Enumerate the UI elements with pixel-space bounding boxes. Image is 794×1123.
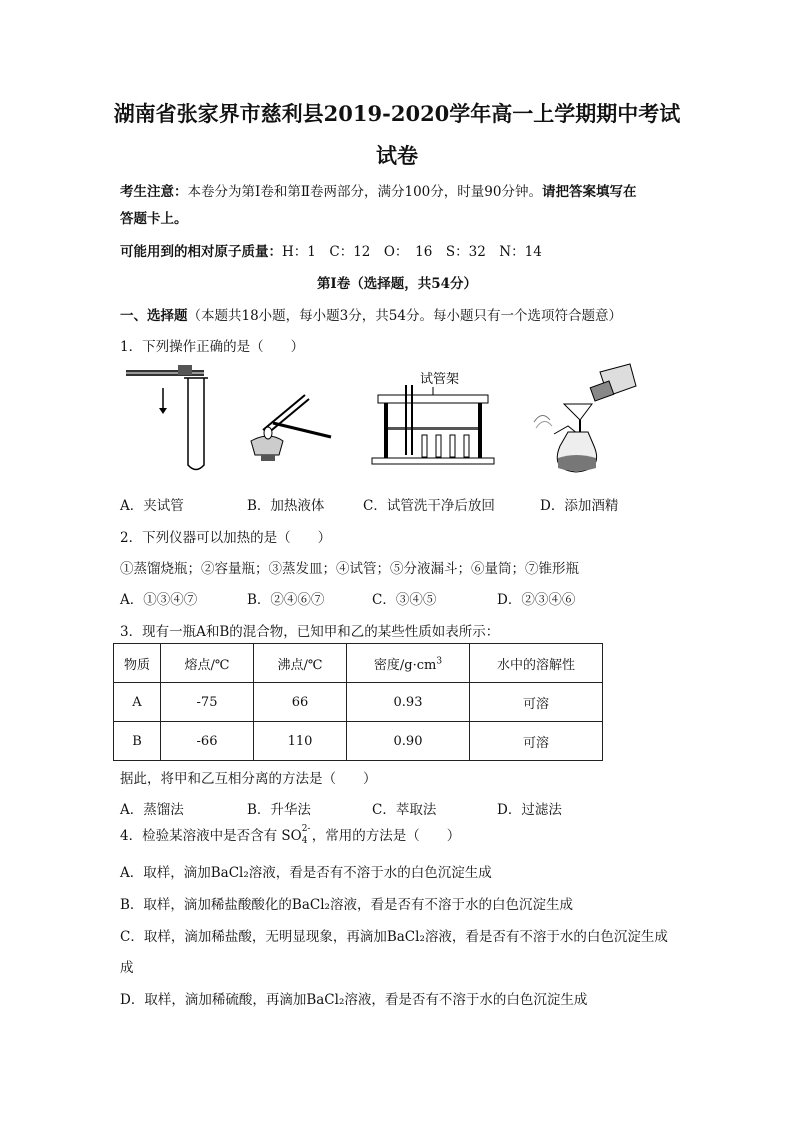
q4-option-a: A．取样，滴加BaCl₂溶液，看是否有不溶于水的白色沉淀生成 bbox=[120, 865, 492, 881]
q1-option-a: A．夹试管 bbox=[120, 498, 184, 514]
table-cell: -66 bbox=[161, 722, 254, 761]
q1-option-c: C．试管洗干净后放回 bbox=[363, 498, 495, 514]
notice-text: 本卷分为第Ⅰ卷和第Ⅱ卷两部分，满分100分，时量90分钟。 bbox=[187, 184, 542, 200]
section1-title: 第Ⅰ卷（选择题，共54分） bbox=[316, 276, 478, 292]
q2-items: ①蒸馏烧瓶；②容量瓶；③蒸发皿；④试管；⑤分液漏斗；⑥量筒；⑦锥形瓶 bbox=[120, 561, 579, 577]
notice-line2: 答题卡上。 bbox=[120, 211, 188, 227]
figure-heat-liquid bbox=[243, 375, 338, 465]
q2-option-b: B．②④⑥⑦ bbox=[247, 592, 325, 608]
figure-test-tube-rack bbox=[370, 365, 495, 470]
table-header-density: 密度$/g\cdot cm^3$ bbox=[347, 644, 470, 683]
q1-stem: 1．下列操作正确的是（ ） bbox=[120, 339, 305, 355]
page-title: 湖南省张家界市慈利县2019-2020学年高一上学期期中考试 bbox=[113, 101, 681, 126]
q2-stem: 2．下列仪器可以加热的是（ ） bbox=[120, 530, 332, 546]
table-header: 沸点/℃ bbox=[254, 644, 347, 683]
q2-option-c: C．③④⑤ bbox=[372, 592, 437, 608]
table-cell: 可溶 bbox=[470, 683, 603, 722]
q3-option-b: B．升华法 bbox=[247, 802, 311, 818]
part1-heading bbox=[120, 304, 622, 324]
properties-table bbox=[113, 643, 603, 761]
table-cell: 110 bbox=[254, 722, 347, 761]
table-row bbox=[114, 683, 603, 722]
q4-option-c-cont: 成 bbox=[120, 960, 134, 976]
q2-option-a: A．①③④⑦ bbox=[120, 592, 198, 608]
table-cell: 0.93 bbox=[347, 683, 470, 722]
rack-label: 试管架 bbox=[420, 371, 460, 386]
q1-option-d: D．添加酒精 bbox=[540, 498, 619, 514]
q3-option-d: D．过滤法 bbox=[497, 802, 562, 818]
table-cell: 0.90 bbox=[347, 722, 470, 761]
q3-option-c: C．萃取法 bbox=[372, 802, 437, 818]
atomic-mass bbox=[120, 240, 542, 260]
q4-option-b: B．取样，滴加稀盐酸酸化的BaCl₂溶液，看是否有不溶于水的白色沉淀生成 bbox=[120, 897, 573, 913]
table-cell: 66 bbox=[254, 683, 347, 722]
figure-clamp-test-tube bbox=[118, 360, 218, 480]
figure-add-alcohol bbox=[530, 362, 640, 480]
q3-option-a: A．蒸馏法 bbox=[120, 802, 184, 818]
q1-option-b: B．加热液体 bbox=[247, 498, 325, 514]
table-header: 物质 bbox=[114, 644, 161, 683]
part1-desc: （本题共18小题，每小题3分，共54分。每小题只有一个选项符合题意） bbox=[187, 308, 622, 324]
page-title-line2: 试卷 bbox=[376, 143, 418, 168]
table-row bbox=[114, 722, 603, 761]
q3-followup: 据此，将甲和乙互相分离的方法是（ ） bbox=[120, 771, 377, 787]
notice bbox=[120, 180, 636, 200]
table-header-row bbox=[114, 644, 603, 683]
notice-label: 考生注意： bbox=[120, 184, 188, 200]
part1-heading-label: 一、选择题 bbox=[120, 308, 188, 324]
notice-bold-text: 请把答案填写在 bbox=[541, 184, 637, 200]
table-cell: B bbox=[114, 722, 161, 761]
q4-option-c: C．取样，滴加稀盐酸，无明显现象，再滴加BaCl₂溶液，看是否有不溶于水的白色沉淀生成 bbox=[120, 929, 668, 945]
atomic-mass-label: 可能用到的相对原子质量： bbox=[120, 244, 282, 260]
table-cell: A bbox=[114, 683, 161, 722]
q4-option-d: D．取样，滴加稀硫酸，再滴加BaCl₂溶液，看是否有不溶于水的白色沉淀生成 bbox=[120, 992, 588, 1008]
atomic-mass-values: H：1 C：12 O： 16 S：32 N：14 bbox=[282, 244, 542, 260]
table-header: 熔点/℃ bbox=[161, 644, 254, 683]
table-cell: -75 bbox=[161, 683, 254, 722]
table-header: 水中的溶解性 bbox=[470, 644, 603, 683]
q4-stem: 4．检验某溶液中是否含有 SO 2- 4 ，常用的方法是（ ） bbox=[120, 823, 461, 846]
q2-option-d: D．②③④⑥ bbox=[497, 592, 576, 608]
table-cell: 可溶 bbox=[470, 722, 603, 761]
q3-stem: 3．现有一瓶A和B的混合物，已知甲和乙的某些性质如表所示： bbox=[120, 624, 500, 640]
